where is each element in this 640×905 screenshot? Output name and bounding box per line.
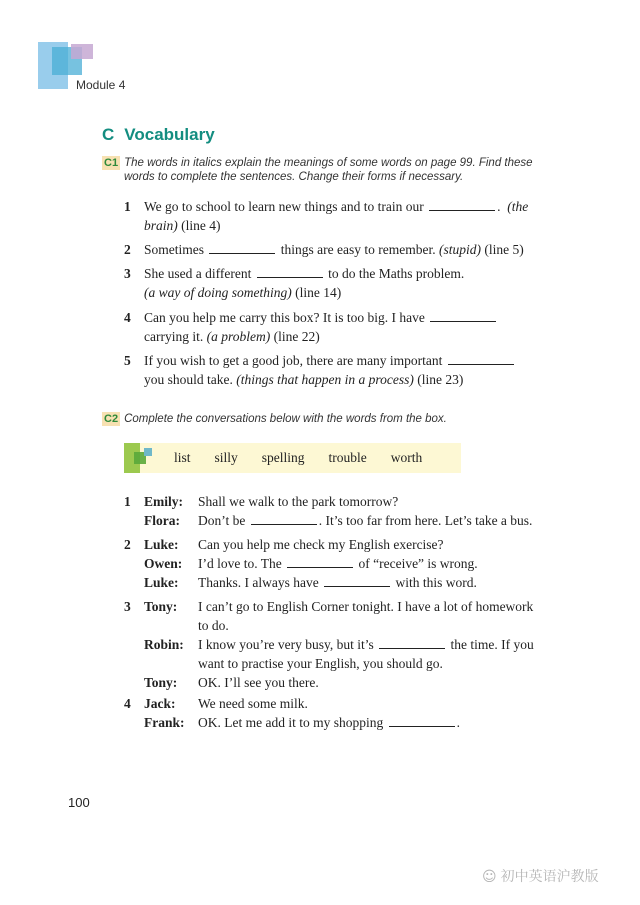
utterance: OK. I’ll see you there. <box>198 675 319 690</box>
utterance: Thanks. I always have <box>198 575 319 590</box>
item-text-after: to do the Maths problem. <box>328 266 465 281</box>
utterance: I know you’re very busy, but it’s <box>198 637 374 652</box>
item-line-ref: (line 22) <box>273 329 320 344</box>
word-box-icon <box>124 443 156 473</box>
answer-blank[interactable] <box>287 555 353 568</box>
item-text: She used a different <box>144 266 252 281</box>
item-number: 3 <box>124 266 131 281</box>
watermark-text: 初中英语沪教版 <box>500 869 599 885</box>
utterance: We need some milk. <box>198 696 308 711</box>
section-heading <box>102 125 215 145</box>
item-number: 5 <box>124 353 131 368</box>
item-hint: (stupid) <box>438 242 481 257</box>
item-hint: (things that happen in a process) <box>236 372 414 387</box>
c2-tag: C2 <box>104 413 119 425</box>
item-text-after: . <box>497 199 501 214</box>
answer-blank[interactable] <box>389 714 455 727</box>
utterance-after: with this word. <box>395 575 477 590</box>
speaker: Flora: <box>144 513 180 528</box>
item-hint: (a way of doing something) <box>144 285 292 300</box>
conversation-number: 4 <box>124 696 131 711</box>
utterance-after: . <box>456 715 460 730</box>
speaker: Owen: <box>144 556 183 571</box>
speaker: Emily: <box>144 494 183 509</box>
c1-instruction-line1: The words in italics explain the meanings of some words on page 99. Find these <box>124 157 533 169</box>
item-line-ref: (line 4) <box>181 218 221 233</box>
conversation <box>124 597 544 692</box>
word-option: worth <box>390 450 423 465</box>
wechat-icon: ☺ <box>482 869 497 885</box>
item-text-after: you should take. <box>144 372 233 387</box>
page-number: 100 <box>68 795 90 810</box>
answer-blank[interactable] <box>429 198 495 211</box>
section-letter: C <box>102 125 115 144</box>
answer-blank[interactable] <box>448 352 514 365</box>
conversation-number: 1 <box>124 494 131 509</box>
word-option: trouble <box>328 450 367 465</box>
answer-blank[interactable] <box>430 309 496 322</box>
speaker: Frank: <box>144 715 185 730</box>
utterance: Can you help me check my English exercise? <box>198 537 444 552</box>
c1-tag: C1 <box>104 157 119 169</box>
c1-item <box>124 197 554 235</box>
word-option: spelling <box>261 450 305 465</box>
item-hint: (a problem) <box>206 329 271 344</box>
conversation <box>124 492 564 530</box>
conversation <box>124 535 564 592</box>
item-number: 2 <box>124 242 131 257</box>
logo-square-purple <box>71 44 93 59</box>
item-line-ref: (line 23) <box>417 372 464 387</box>
c1-instruction-line2: words to complete the sentences. Change their forms if necessary. <box>124 171 464 183</box>
c1-instruction <box>102 156 533 184</box>
c1-item <box>124 308 554 346</box>
utterance: Shall we walk to the park tomorrow? <box>198 494 399 509</box>
item-number: 1 <box>124 199 131 214</box>
c2-instruction-text: Complete the conversations below with the words from the box. <box>124 413 447 425</box>
item-text: Sometimes <box>144 242 204 257</box>
utterance-after: . It’s too far from here. Let’s take a bus. <box>318 513 533 528</box>
utterance: Don’t be <box>198 513 246 528</box>
c1-item <box>124 351 554 389</box>
c1-item <box>124 264 554 302</box>
utterance: I can’t go to English Corner tonight. I have a lot of homework to do. <box>198 599 534 633</box>
c2-instruction <box>102 412 447 426</box>
utterance-after: of “receive” is wrong. <box>358 556 478 571</box>
item-number: 4 <box>124 310 131 325</box>
answer-blank[interactable] <box>324 574 390 587</box>
word-box <box>124 443 461 473</box>
item-line-ref: (line 14) <box>295 285 342 300</box>
section-title: Vocabulary <box>124 125 215 144</box>
answer-blank[interactable] <box>257 265 323 278</box>
answer-blank[interactable] <box>209 241 275 254</box>
speaker: Jack: <box>144 696 176 711</box>
answer-blank[interactable] <box>379 636 445 649</box>
item-text: We go to school to learn new things and to train our <box>144 199 424 214</box>
item-text: If you wish to get a good job, there are many important <box>144 353 443 368</box>
conversation <box>124 694 564 732</box>
item-hint: (the brain) <box>144 199 529 233</box>
utterance: I’d love to. The <box>198 556 282 571</box>
conversation-number: 2 <box>124 537 131 552</box>
word-option: list <box>174 450 191 465</box>
module-label: Module 4 <box>76 78 126 92</box>
word-option: silly <box>214 450 238 465</box>
speaker: Tony: <box>144 675 178 690</box>
answer-blank[interactable] <box>251 512 317 525</box>
item-text-after: carrying it. <box>144 329 204 344</box>
c1-item <box>124 240 554 259</box>
item-text-after: things are easy to remember. <box>280 242 436 257</box>
speaker: Luke: <box>144 575 179 590</box>
utterance-after: the time. If you want to practise your English, you should go. <box>198 637 534 671</box>
conversation-number: 3 <box>124 599 131 614</box>
item-text: Can you help me carry this box? It is too big. I have <box>144 310 425 325</box>
utterance: OK. Let me add it to my shopping <box>198 715 384 730</box>
watermark <box>482 866 599 886</box>
speaker: Robin: <box>144 637 184 652</box>
item-line-ref: (line 5) <box>484 242 524 257</box>
speaker: Tony: <box>144 599 178 614</box>
speaker: Luke: <box>144 537 179 552</box>
